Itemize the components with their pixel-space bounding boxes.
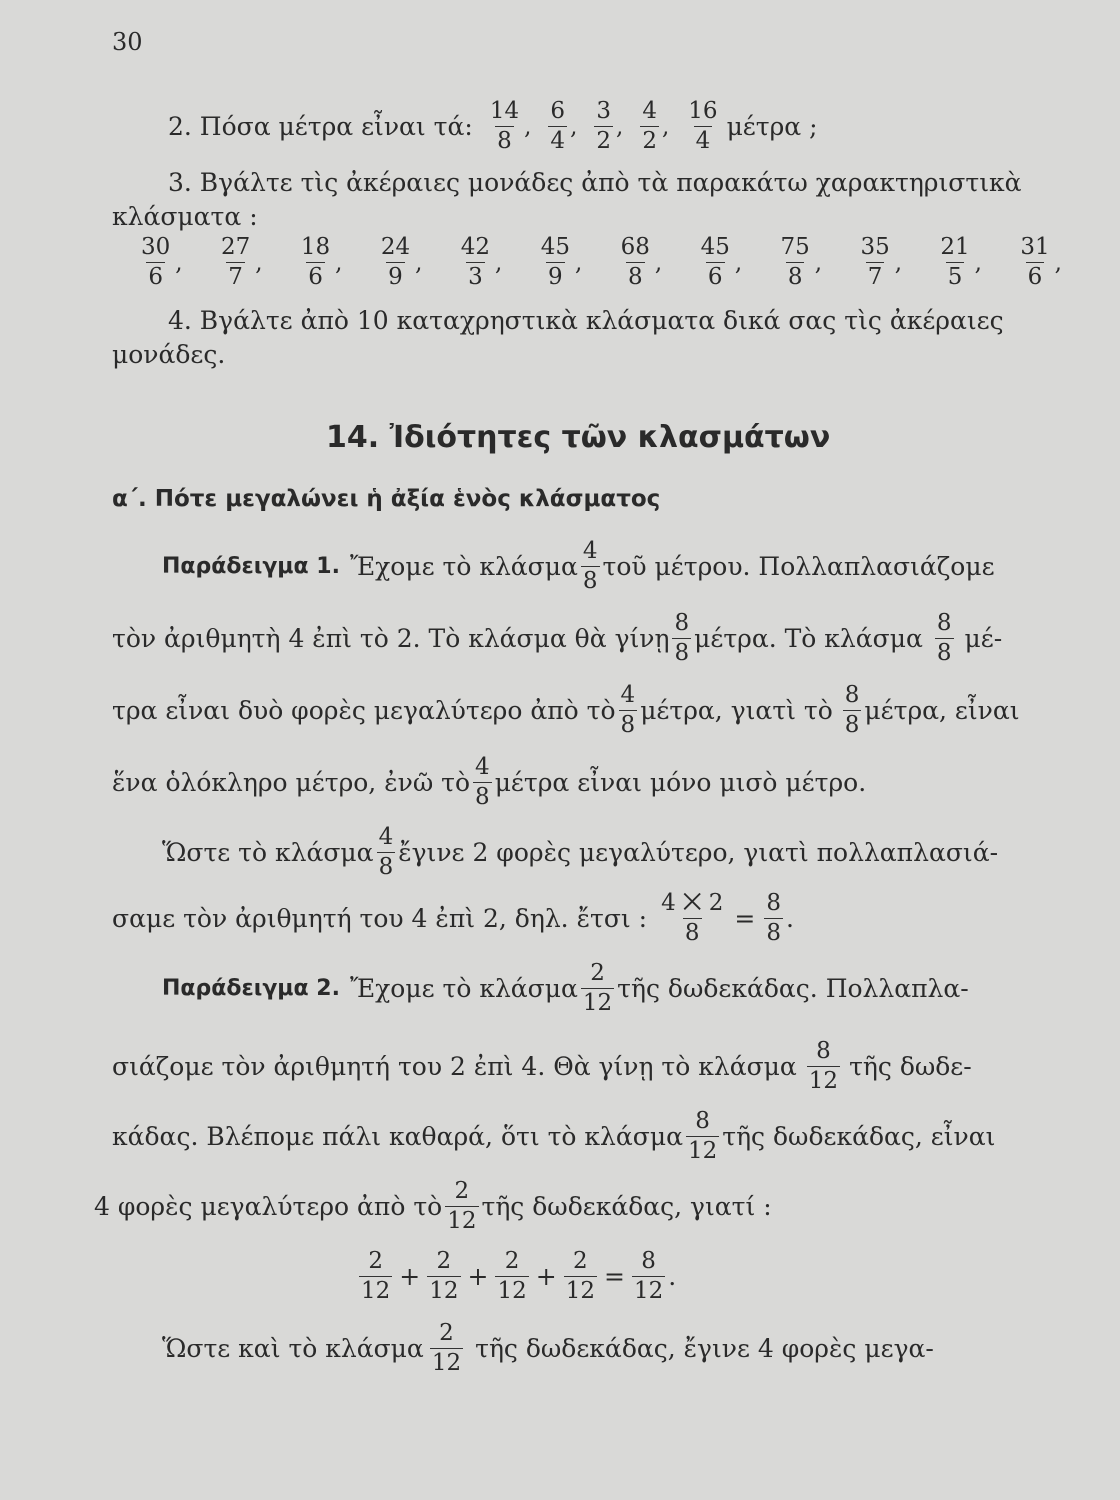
fraction <box>683 100 722 153</box>
period: . <box>668 1262 677 1291</box>
comma: , <box>415 249 423 276</box>
denominator: 12 <box>582 990 613 1016</box>
numerator: 4 <box>475 754 490 780</box>
denominator: 8 <box>378 854 394 880</box>
plus-sign: + <box>467 1262 489 1291</box>
denominator: 7 <box>867 264 883 290</box>
text: τοῦ μέτρου. Πολλαπλασιάζομε <box>602 552 995 581</box>
example-2-label: Παράδειγμα 2. <box>162 976 340 1001</box>
denominator: 8 <box>620 712 636 738</box>
example-2-line-6 <box>162 1322 934 1375</box>
denominator: 8 <box>936 640 952 666</box>
fraction <box>843 684 862 737</box>
period: . <box>785 904 794 933</box>
denominator: 8 <box>844 712 860 738</box>
denominator: 12 <box>565 1278 595 1304</box>
fraction <box>686 1110 719 1163</box>
text: Ὥστε τὸ κλάσμα <box>162 838 374 867</box>
numerator: 2 <box>436 1248 452 1274</box>
numerator: 8 <box>936 610 952 636</box>
exercise-2-text: 2. Πόσα μέτρα εἶναι τά: <box>168 112 473 141</box>
exercise-2-fractions <box>485 100 723 153</box>
numerator: 16 <box>688 98 718 124</box>
fraction <box>696 236 757 289</box>
denominator: 2 <box>642 128 657 154</box>
equals-sign: = <box>734 904 756 933</box>
exercise-3-line-2: κλάσματα : <box>112 202 258 231</box>
denominator: 8 <box>582 568 598 594</box>
fraction-stack <box>858 236 891 289</box>
numerator: 2 <box>368 1248 383 1274</box>
fraction <box>1015 236 1076 289</box>
denominator: 12 <box>633 1278 664 1304</box>
fraction-stack <box>459 236 492 289</box>
fraction-stack <box>594 100 613 153</box>
denominator: 4 <box>695 128 711 154</box>
numerator: 35 <box>860 234 890 260</box>
fraction-stack <box>379 236 412 289</box>
denominator: 8 <box>787 264 803 290</box>
numerator: 8 <box>844 682 860 708</box>
numerator: 8 <box>674 610 690 636</box>
equals-sign: = <box>603 1262 625 1291</box>
example-1-label: Παράδειγμα 1. <box>162 554 340 579</box>
fraction <box>296 236 357 289</box>
text: σιάζομε τὸν ἀριθμητή του 2 ἐπὶ 4. Θὰ γίνῃ τὸ κλάσμα <box>112 1052 797 1081</box>
numerator: 75 <box>780 234 810 260</box>
text: τὸν ἀριθμητὴ 4 ἐπὶ τὸ 2. Τὸ κλάσμα θὰ γίνῃ <box>112 624 670 653</box>
example-1-line-6 <box>112 892 794 945</box>
denominator: 8 <box>497 128 512 154</box>
example-1-line-3 <box>112 684 1020 737</box>
numerator: 14 <box>489 98 520 124</box>
fraction-stack <box>548 100 567 153</box>
fraction <box>591 100 637 153</box>
denominator: 7 <box>228 264 243 290</box>
exercise-3-fractions <box>136 236 1076 289</box>
text: Ὥστε καὶ τὸ κλάσμα <box>162 1334 424 1363</box>
fraction <box>136 236 197 289</box>
comma: , <box>335 249 343 276</box>
text: μέτρα, γιατὶ τὸ <box>640 696 833 725</box>
text: κάδας. Βλέπομε πάλι καθαρά, ὅτι τὸ κλάσμα <box>112 1122 683 1151</box>
denominator: 8 <box>674 640 690 666</box>
example-2-line-1 <box>162 962 969 1015</box>
fraction <box>564 1250 597 1303</box>
fraction <box>672 612 691 665</box>
exercise-4-line-2: μονάδες. <box>112 340 226 369</box>
fraction-stack <box>640 100 659 153</box>
fraction <box>619 684 638 737</box>
denominator: 12 <box>431 1350 462 1376</box>
plus-sign: + <box>399 1262 421 1291</box>
fraction-stack <box>619 236 652 289</box>
example-1-line-2 <box>112 612 1002 665</box>
denominator: 8 <box>475 784 490 810</box>
comma: , <box>661 113 670 140</box>
comma: , <box>255 249 263 276</box>
denominator: 3 <box>468 264 483 290</box>
denominator: 12 <box>429 1278 459 1304</box>
numerator: 24 <box>380 234 411 260</box>
numerator: 2 <box>590 960 605 986</box>
denominator: 12 <box>361 1278 391 1304</box>
fraction-stack <box>699 236 732 289</box>
comma: , <box>814 249 823 276</box>
numerator: 27 <box>220 234 251 260</box>
fraction-stack <box>779 236 812 289</box>
text: Ἔχομε τὸ κλάσμα <box>349 974 578 1003</box>
fraction <box>430 1322 463 1375</box>
section-title: 14. Ἰδιότητες τῶν κλασμάτων <box>326 420 831 455</box>
denominator: 6 <box>148 264 163 290</box>
numerator: 2 <box>573 1248 588 1274</box>
fraction-stack <box>139 236 172 289</box>
numerator: 45 <box>700 234 730 260</box>
numerator: 45 <box>540 234 570 260</box>
comma: , <box>570 113 578 140</box>
fraction <box>659 892 725 945</box>
exercise-2 <box>168 100 818 153</box>
denominator: 8 <box>684 920 700 946</box>
denominator: 9 <box>548 264 563 290</box>
example-1-line-1 <box>162 540 995 593</box>
numerator: 4 <box>620 682 636 708</box>
fraction <box>581 962 614 1015</box>
fraction <box>545 100 591 153</box>
fraction <box>495 1250 528 1303</box>
fraction <box>807 1040 840 1093</box>
exercise-2-tail: μέτρα ; <box>726 112 818 141</box>
fraction <box>485 100 546 153</box>
subsection-title: α΄. Πότε μεγαλώνει ἡ ἀξία ἑνὸς κλάσματος <box>112 486 661 512</box>
comma: , <box>654 249 663 276</box>
numerator: 2 <box>439 1320 454 1346</box>
numerator: 3 <box>596 98 612 124</box>
example-2-line-3 <box>112 1110 995 1163</box>
page-number: 30 <box>112 28 143 56</box>
fraction <box>616 236 677 289</box>
text: τῆς δωδεκάδας, εἶναι <box>722 1122 996 1151</box>
denominator: 2 <box>596 128 612 154</box>
fraction <box>473 756 492 809</box>
numerator: 8 <box>695 1108 710 1134</box>
fraction <box>637 100 683 153</box>
fraction <box>376 236 437 289</box>
fraction <box>427 1250 460 1303</box>
text: μέτρα. Τὸ κλάσμα <box>694 624 923 653</box>
numerator: 4 ⨉ 2 <box>661 890 724 916</box>
text: τρα εἶναι δυὸ φορὲς μεγαλύτερο ἀπὸ τὸ <box>112 696 616 725</box>
example-1-line-4 <box>112 756 866 809</box>
fraction-stack <box>539 236 572 289</box>
denominator: 4 <box>550 128 566 154</box>
numerator: 4 <box>642 98 657 124</box>
numerator: 6 <box>550 98 566 124</box>
comma: , <box>894 249 903 276</box>
comma: , <box>616 113 624 140</box>
comma: , <box>1054 249 1062 276</box>
example-2-line-2 <box>112 1040 972 1093</box>
numerator: 8 <box>766 890 781 916</box>
denominator: 8 <box>766 920 781 946</box>
denominator: 6 <box>1027 264 1043 290</box>
numerator: 8 <box>816 1038 831 1064</box>
fraction-stack <box>219 236 252 289</box>
numerator: 18 <box>300 234 331 260</box>
text: μέτρα, εἶναι <box>864 696 1020 725</box>
denominator: 9 <box>388 264 403 290</box>
text: τῆς δωδε- <box>849 1052 972 1081</box>
comma: , <box>495 249 503 276</box>
text: ἕνα ὁλόκληρο μέτρο, ἐνῶ τὸ <box>112 768 471 797</box>
text: μέ- <box>964 624 1003 653</box>
fraction-stack <box>488 100 521 153</box>
denominator: 5 <box>947 264 963 290</box>
plus-sign: + <box>535 1262 557 1291</box>
fraction <box>581 540 600 593</box>
text: ἔγινε 2 φορὲς μεγαλύτερο, γιατὶ πολλαπλασιά- <box>398 838 999 867</box>
fraction <box>855 236 916 289</box>
denominator: 6 <box>707 264 723 290</box>
fraction-stack <box>938 236 971 289</box>
text: τῆς δωδεκάδας. Πολλαπλα- <box>617 974 969 1003</box>
numerator: 30 <box>141 234 171 260</box>
text: 4 φορὲς μεγαλύτερο ἀπὸ τὸ <box>94 1192 443 1221</box>
numerator: 8 <box>641 1248 656 1274</box>
denominator: 12 <box>497 1278 527 1304</box>
exercise-4-line-1: 4. Βγάλτε ἀπὸ 10 καταχρηστικὰ κλάσματα δικά σας τὶς ἀκέραιες <box>168 306 1004 335</box>
numerator: 31 <box>1020 234 1050 260</box>
fraction <box>445 1180 478 1233</box>
numerator: 2 <box>504 1248 520 1274</box>
comma: , <box>574 249 583 276</box>
fraction <box>776 236 837 289</box>
comma: , <box>974 249 982 276</box>
fraction-stack <box>1018 236 1051 289</box>
numerator: 4 <box>582 538 598 564</box>
comma: , <box>175 249 183 276</box>
comma: , <box>524 113 532 140</box>
fraction <box>764 892 783 945</box>
numerator: 4 <box>378 824 394 850</box>
numerator: 21 <box>940 234 970 260</box>
text: Ἔχομε τὸ κλάσμα <box>349 552 578 581</box>
text: μέτρα εἶναι μόνο μισὸ μέτρο. <box>494 768 867 797</box>
fraction-stack <box>686 100 719 153</box>
fraction-stack <box>299 236 332 289</box>
numerator: 2 <box>454 1178 470 1204</box>
denominator: 6 <box>308 264 323 290</box>
fraction <box>632 1250 665 1303</box>
denominator: 12 <box>447 1208 477 1234</box>
text: σαμε τὸν ἀριθμητή του 4 ἐπὶ 2, δηλ. ἔτσι : <box>112 904 648 933</box>
text: τῆς δωδεκάδας, ἔγινε 4 φορὲς μεγα- <box>475 1334 934 1363</box>
fraction <box>377 826 396 879</box>
fraction <box>216 236 277 289</box>
example-1-line-5 <box>162 826 998 879</box>
fraction <box>536 236 597 289</box>
example-2-equation <box>356 1250 676 1303</box>
denominator: 12 <box>687 1138 718 1164</box>
fraction <box>456 236 517 289</box>
comma: , <box>734 249 743 276</box>
example-2-line-4 <box>94 1180 772 1233</box>
denominator: 8 <box>627 264 643 290</box>
text: τῆς δωδεκάδας, γιατί : <box>481 1192 772 1221</box>
denominator: 12 <box>808 1068 839 1094</box>
numerator: 42 <box>460 234 491 260</box>
numerator: 68 <box>620 234 650 260</box>
fraction <box>935 612 954 665</box>
exercise-3-line-1: 3. Βγάλτε τὶς ἀκέραιες μονάδες ἀπὸ τὰ παρακάτω χαρακτηριστικὰ <box>168 168 1022 197</box>
fraction <box>359 1250 392 1303</box>
fraction <box>935 236 996 289</box>
